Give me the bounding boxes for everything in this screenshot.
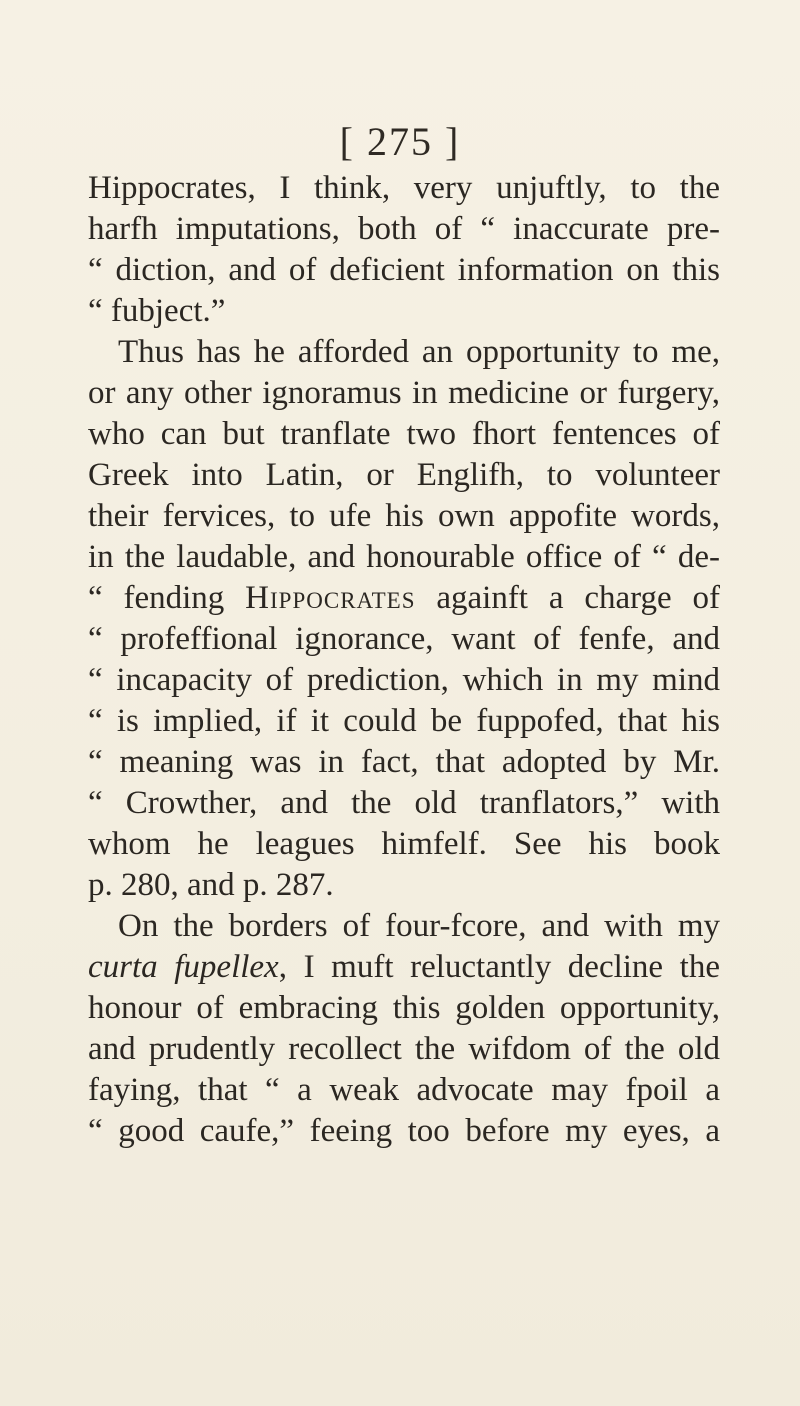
text-line: who can but tranflate two fhort fentences of (88, 416, 720, 452)
text-line: “ good caufe,” feeing too before my eyes, a (88, 1113, 720, 1149)
text-line: or any other ignoramus in medicine or furgery, (88, 375, 720, 411)
text-line: “ is implied, if it could be fuppofed, that his (88, 703, 720, 739)
text-line: “ diction, and of deficient information on this (88, 252, 720, 288)
proper-name: Hippocrates (245, 580, 416, 616)
text-fragment: , I muft reluctantly decline the (278, 949, 721, 985)
text-line (88, 947, 720, 987)
text-fragment: againft a charge of (415, 580, 721, 616)
page-number: [ 275 ] (339, 119, 461, 164)
text-line: in the laudable, and honourable office of “ de- (88, 539, 720, 575)
text-line: Hippocrates, I think, very unjuftly, to the (88, 170, 720, 206)
text-line: their fervices, to ufe his own appofite words, (88, 498, 720, 534)
text-line: honour of embracing this golden opportunity, (88, 990, 720, 1026)
text-line: “ Crowther, and the old tranflators,” with (88, 785, 720, 821)
text-line: p. 280, and p. 287. (88, 867, 334, 903)
text-line: harfh imputations, both of “ inaccurate pre- (88, 211, 720, 247)
text-line: “ fubject.” (88, 293, 226, 329)
text-line: faying, that “ a weak advocate may fpoil a (88, 1072, 720, 1108)
latin-phrase: curta fupellex (88, 949, 279, 985)
text-line: and prudently recollect the wifdom of the old (88, 1031, 720, 1067)
text-line: “ incapacity of prediction, which in my mind (88, 662, 720, 698)
text-line: “ meaning was in fact, that adopted by Mr. (88, 744, 720, 780)
text-line: Greek into Latin, or Englifh, to volunteer (88, 457, 720, 493)
text-line: On the borders of four-fcore, and with my (118, 908, 720, 944)
text-line: Thus has he afforded an opportunity to me, (118, 334, 720, 370)
text-line: whom he leagues himfelf. See his book (88, 826, 720, 862)
text-line: “ profeffional ignorance, want of fenfe, and (88, 621, 720, 657)
text-fragment: “ fending (88, 580, 246, 616)
text-line (88, 578, 720, 618)
